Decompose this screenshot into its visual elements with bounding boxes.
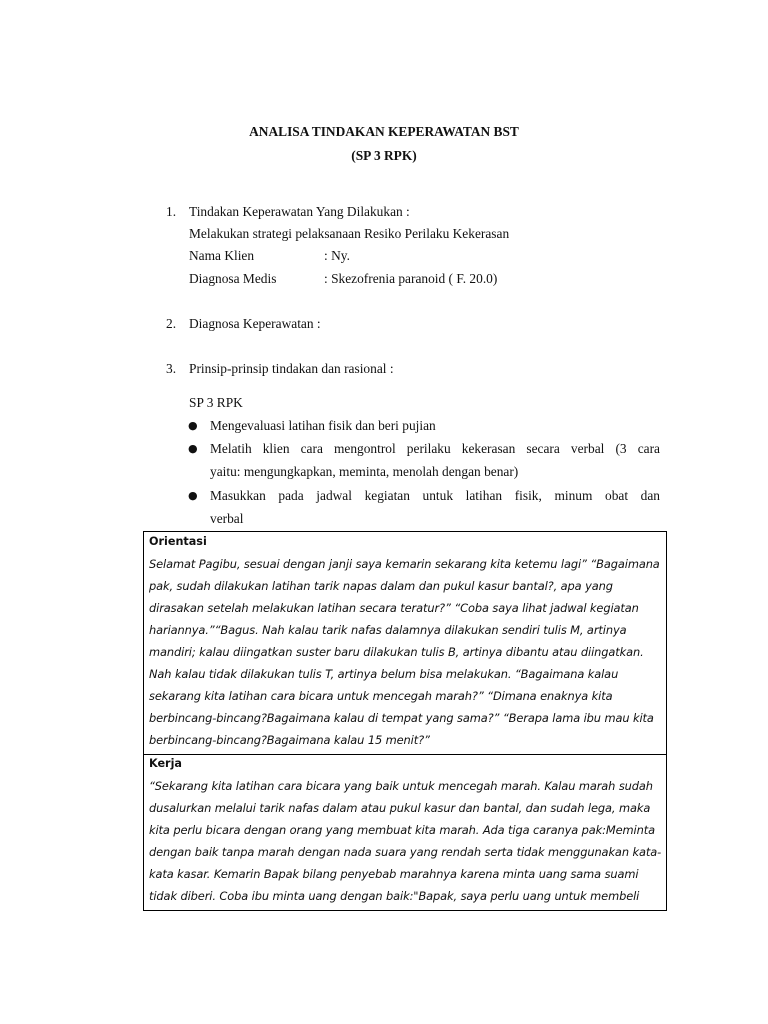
kerja-line: kata kasar. Kemarin Bapak bilang penyebab marahnya karena minta uang sama suami <box>149 867 639 881</box>
bullet-icon: ● <box>188 489 198 502</box>
field-label-diagnosa-medis: Diagnosa Medis <box>189 271 277 286</box>
orientasi-label: Orientasi <box>149 535 207 548</box>
orientasi-line: Selamat Pagibu, sesuai dengan janji saya kemarin sekarang kita ketemu lagi” “Bagaimana <box>149 557 660 571</box>
kerja-label: Kerja <box>149 757 182 770</box>
orientasi-line: Nah kalau tidak dilakukan tulis T, artinya belum bisa melakukan. “Bagaimana kalau <box>149 667 619 681</box>
orientasi-line: pak, sudah dilakukan latihan tarik napas dalam dan pukul kasur bantal?, apa yang <box>149 579 613 593</box>
table-row-divider <box>143 754 667 755</box>
bullet-3-line-2: verbal <box>210 511 244 526</box>
section-3-subheading: SP 3 RPK <box>189 395 243 410</box>
bullet-icon: ● <box>188 442 198 455</box>
field-label-nama-klien: Nama Klien <box>189 248 255 263</box>
section-1-number: 1. <box>166 204 177 219</box>
orientasi-line: hariannya.”“Bagus. Nah kalau tarik nafas dalamnya dilakukan sendiri tulis M, artinya <box>149 623 627 637</box>
kerja-line: dengan baik tanpa marah dengan nada suara yang rendah serta tidak menggunakan kata- <box>149 845 662 859</box>
bullet-2-line-2: yaitu: mengungkapkan, meminta, menolah dengan benar) <box>210 464 519 479</box>
kerja-line: kita perlu bicara dengan orang yang membuat kita marah. Ada tiga caranya pak:Meminta <box>149 823 655 837</box>
section-1-body: Melakukan strategi pelaksanaan Resiko Perilaku Kekerasan <box>189 226 510 241</box>
field-value-diagnosa-medis: : Skezofrenia paranoid ( F. 20.0) <box>324 271 498 286</box>
document-subtitle: (SP 3 RPK) <box>351 148 417 163</box>
kerja-line: “Sekarang kita latihan cara bicara yang baik untuk mencegah marah. Kalau marah sudah <box>149 779 653 793</box>
document-title: ANALISA TINDAKAN KEPERAWATAN BST <box>249 124 519 139</box>
orientasi-line: mandiri; kalau diingatkan suster baru dilakukan tulis B, artinya dibantu atau diingatkan. <box>149 645 644 659</box>
kerja-line: tidak diberi. Coba ibu minta uang dengan baik:"Bapak, saya perlu uang untuk membeli <box>149 889 640 903</box>
section-2-number: 2. <box>166 316 177 331</box>
section-3-heading: Prinsip-prinsip tindakan dan rasional : <box>189 361 394 376</box>
orientasi-line: berbincang-bincang?Bagaimana kalau 15 menit?” <box>149 733 430 747</box>
orientasi-line: dirasakan setelah melakukan latihan secara teratur?” “Coba saya lihat jadwal kegiatan <box>149 601 639 615</box>
orientasi-line: sekarang kita latihan cara bicara untuk mencegah marah?” “Dimana enaknya kita <box>149 689 613 703</box>
field-value-nama-klien: : Ny. <box>324 248 350 263</box>
orientasi-line: berbincang-bincang?Bagaimana kalau di tempat yang sama?” “Berapa lama ibu mau kita <box>149 711 654 725</box>
kerja-line: dusalurkan melalui tarik nafas dalam atau pukul kasur dan bantal, dan sudah lega, maka <box>149 801 651 815</box>
bullet-icon: ● <box>188 419 198 432</box>
bullet-3-line-1: Masukkan pada jadwal kegiatan untuk latihan fisik, minum obat dan <box>210 488 660 503</box>
bullet-2-line-1: Melatih klien cara mengontrol perilaku kekerasan secara verbal (3 cara <box>210 441 660 456</box>
section-2-heading: Diagnosa Keperawatan : <box>189 316 321 331</box>
section-3-number: 3. <box>166 361 177 376</box>
section-1-heading: Tindakan Keperawatan Yang Dilakukan : <box>189 204 410 219</box>
bullet-1-line-1: Mengevaluasi latihan fisik dan beri pujian <box>210 418 436 433</box>
